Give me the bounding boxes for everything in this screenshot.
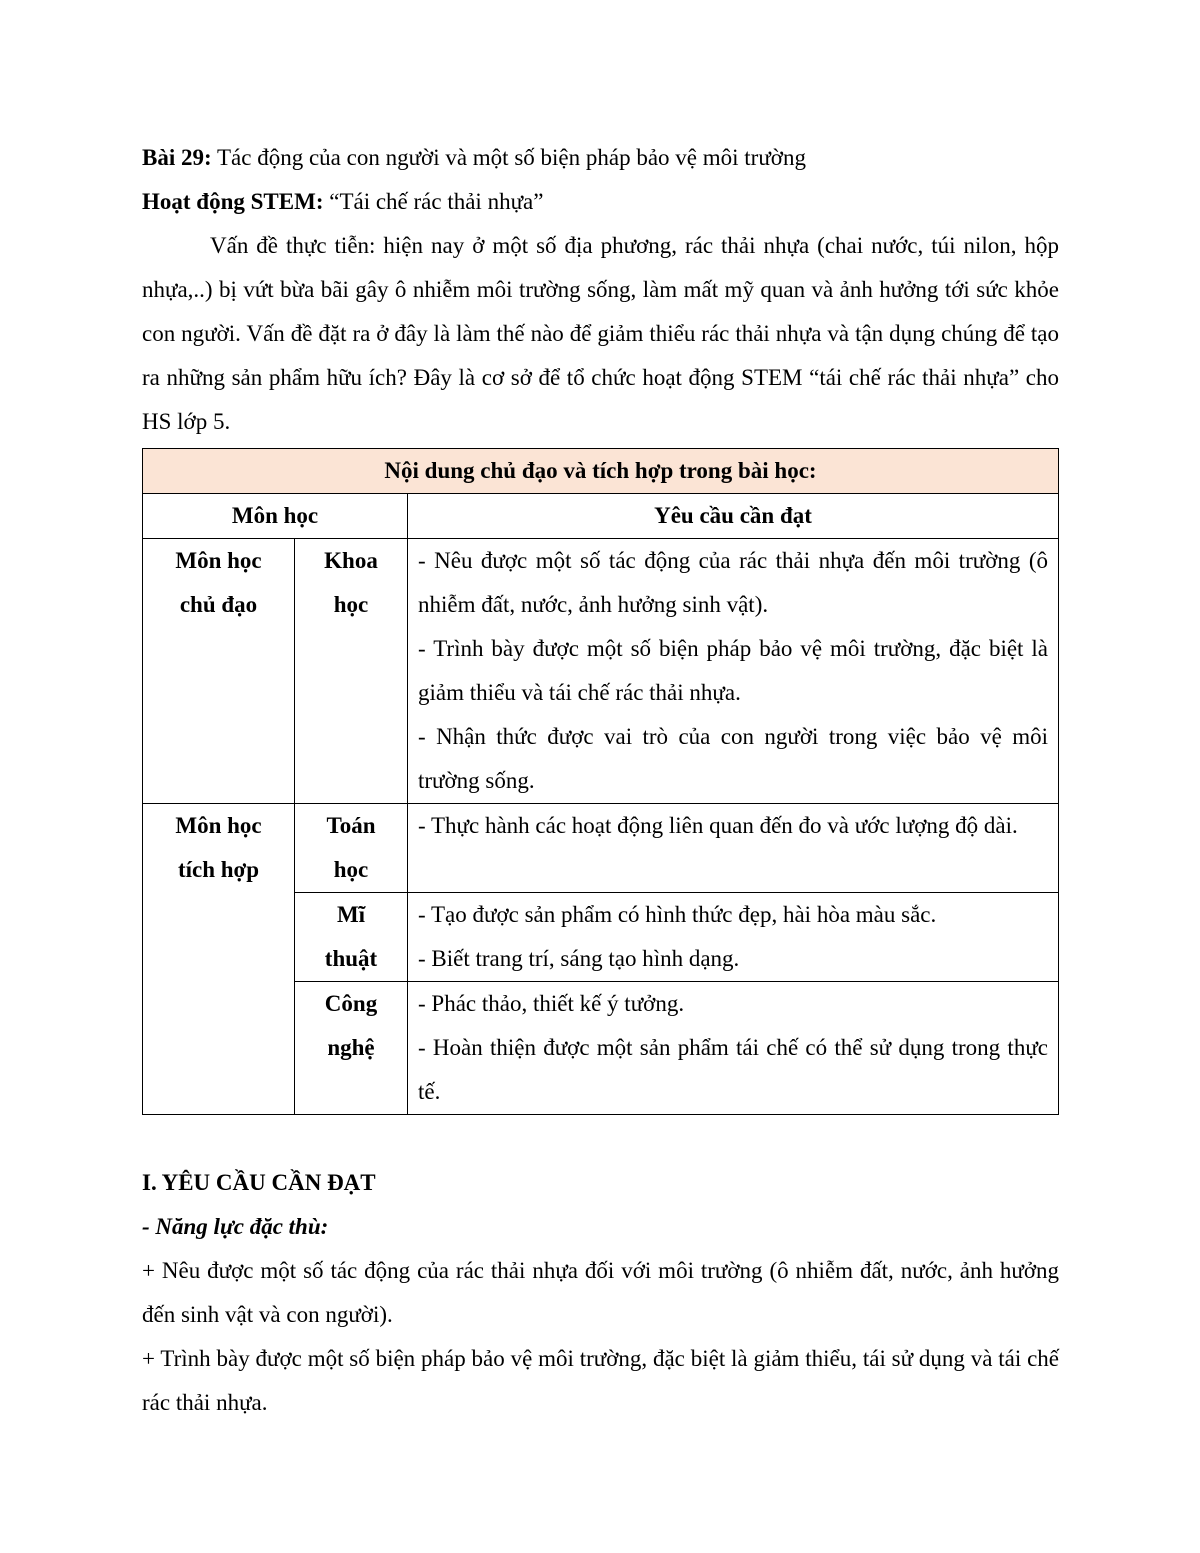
- list-item: + Nêu được một số tác động của rác thải nhựa đối với môi trường (ô nhiễm đất, nước, ảnh hưởng đến sinh vật và con người).: [142, 1258, 1059, 1327]
- requirement-cell: [408, 804, 1059, 893]
- activity-title: “Tái chế rác thải nhựa”: [323, 189, 544, 214]
- table-row: [143, 539, 1059, 804]
- header-requirement: Yêu cầu cần đạt: [408, 494, 1059, 539]
- intro-paragraph: Vấn đề thực tiễn: hiện nay ở một số địa phương, rác thải nhựa (chai nước, túi nilon, hộp nhựa,..) bị vứt bừa bãi gây ô nhiễm môi trường sống, làm mất mỹ quan và ảnh hưởng tới sức khỏe con người. Vấn đề đặt ra ở đây là làm thế nào để giảm thiểu rác thải nhựa và tận dụng chúng để tạo ra những sản phẩm hữu ích? Đây là cơ sở để tổ chức hoạt động STEM “tái chế rác thải nhựa” cho HS lớp 5.: [142, 233, 1059, 434]
- section-subheading: - Năng lực đặc thù:: [142, 1214, 329, 1239]
- group-label: Môn học: [175, 548, 262, 573]
- table-title: Nội dung chủ đạo và tích hợp trong bài học:: [143, 449, 1059, 494]
- subject-label: Toán: [326, 813, 376, 838]
- lesson-heading: [142, 136, 1059, 180]
- requirement-item: - Thực hành các hoạt động liên quan đến đo và ước lượng độ dài.: [418, 813, 1018, 838]
- table-row: [143, 804, 1059, 893]
- list-item: + Trình bày được một số biện pháp bảo vệ môi trường, đặc biệt là giảm thiểu, tái sử dụng và tái chế rác thải nhựa.: [142, 1346, 1059, 1415]
- table-header-row: [143, 494, 1059, 539]
- requirement-item: - Nêu được một số tác động của rác thải nhựa đến môi trường (ô nhiễm đất, nước, ảnh hưởng sinh vật).: [418, 548, 1048, 617]
- subject-cell: [295, 893, 408, 982]
- activity-label: Hoạt động STEM:: [142, 189, 324, 214]
- subject-label: Công: [324, 991, 378, 1016]
- subject-label: Khoa: [324, 548, 378, 573]
- subject-label: nghệ: [327, 1035, 375, 1060]
- header-subject: Môn học: [143, 494, 408, 539]
- requirement-cell: [408, 539, 1059, 804]
- requirement-item: - Phác thảo, thiết kế ý tưởng.: [418, 991, 685, 1016]
- section-title: I. YÊU CẦU CẦN ĐẠT: [142, 1170, 376, 1195]
- requirement-cell: [408, 893, 1059, 982]
- group-label: tích hợp: [177, 857, 260, 882]
- subject-label: thuật: [324, 946, 378, 971]
- subject-cell: [295, 982, 408, 1115]
- content-table: [142, 448, 1059, 1115]
- requirement-cell: [408, 982, 1059, 1115]
- requirement-item: - Nhận thức được vai trò của con người trong việc bảo vệ môi trường sống.: [418, 724, 1048, 793]
- subject-cell: [295, 804, 408, 893]
- subject-cell: [295, 539, 408, 804]
- subject-label: học: [333, 592, 369, 617]
- group-label: chủ đạo: [179, 592, 258, 617]
- lesson-title: Tác động của con người và một số biện pháp bảo vệ môi trường: [211, 145, 806, 170]
- group-cell-primary: [143, 539, 295, 804]
- requirement-item: - Tạo được sản phẩm có hình thức đẹp, hài hòa màu sắc.: [418, 902, 937, 927]
- subject-label: Mĩ: [336, 902, 366, 927]
- requirement-item: - Biết trang trí, sáng tạo hình dạng.: [418, 946, 740, 971]
- lesson-label: Bài 29:: [142, 145, 212, 170]
- requirement-item: - Trình bày được một số biện pháp bảo vệ môi trường, đặc biệt là giảm thiểu và tái chế rác thải nhựa.: [418, 636, 1048, 705]
- document-page: [142, 136, 1059, 1425]
- requirement-item: - Hoàn thiện được một sản phẩm tái chế có thể sử dụng trong thực tế.: [418, 1035, 1048, 1104]
- group-cell-integrated: [143, 804, 295, 1115]
- table-title-row: [143, 449, 1059, 494]
- group-label: Môn học: [175, 813, 262, 838]
- subject-label: học: [333, 857, 369, 882]
- activity-heading: [142, 180, 1059, 224]
